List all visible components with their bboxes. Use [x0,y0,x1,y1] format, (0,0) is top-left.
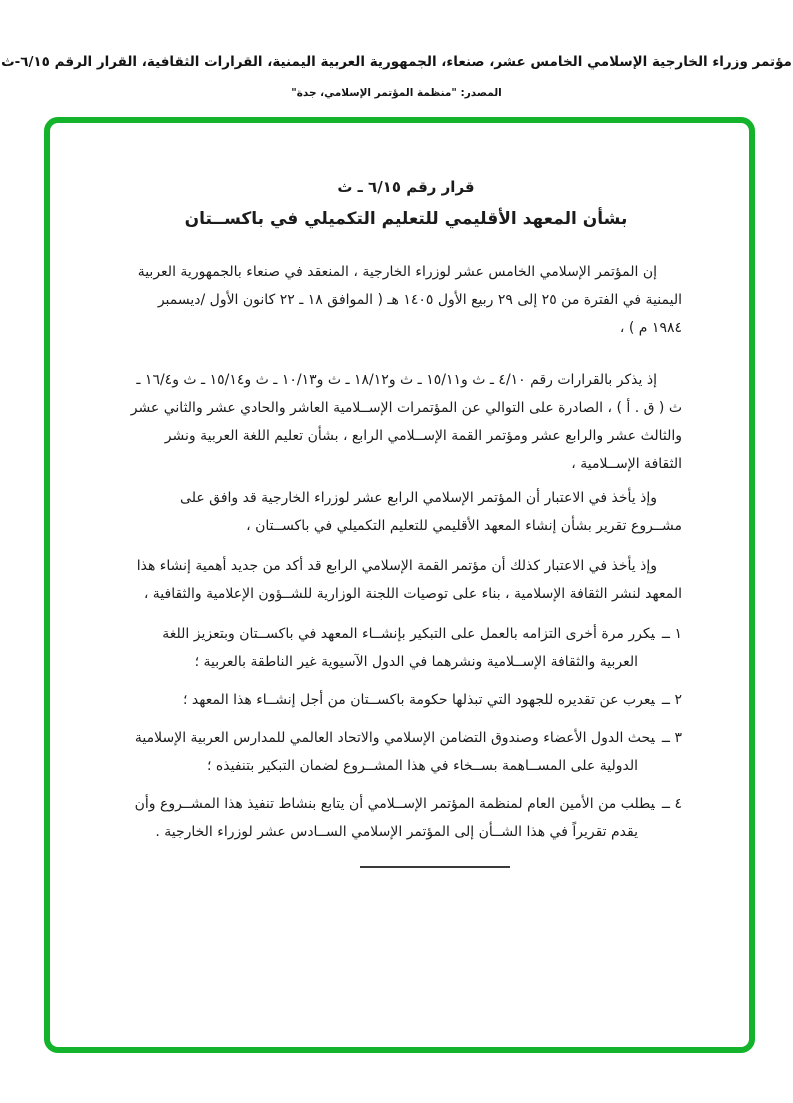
resolution-item-4 [130,790,682,846]
resolution-item-2 [130,686,682,714]
item-text-4: يطلب من الأمين العام لمنظمة المؤتمر الإســلامي أن يتابع بنشاط تنفيذ هذا المشــروع وأن يقدم تقريراً في هذا الشــأن إلى المؤتمر الإسلامي الســادس عشر لوزراء الخارجية . [134,796,655,840]
item-number-4: ٤ ــ [661,796,682,812]
document-source-line: المصدر: "منظمة المؤتمر الإسلامي، جدة" [291,87,502,99]
resolution-number-title: قرار رقم ٦/١٥ ـ ث [337,178,475,196]
end-of-resolution-divider [360,866,510,868]
item-text-3: يحث الدول الأعضاء وصندوق التضامن الإسلامي والاتحاد العالمي للمدارس العربية الإسلامية الدولية على المســاهمة بســخاء في هذا المشــروع لضمان التبكير بتنفيذه ؛ [134,730,655,774]
resolution-item-3 [130,724,682,780]
document-header-citation: مؤتمر وزراء الخارجية الإسلامي الخامس عشر، صنعاء، الجمهورية العربية اليمنية، القرارات الثقافية، القرار الرقم ٦/١٥-ث [1,54,792,70]
item-text-2: يعرب عن تقديره للجهود التي تبذلها حكومة باكســتان من أجل إنشــاء هذا المعهد ؛ [183,692,655,708]
preamble-paragraph-considering-1: وإذ يأخذ في الاعتبار أن المؤتمر الإسلامي الرابع عشر لوزراء الخارجية قد وافق على مشــروع تقرير بشأن إنشاء المعهد الأقليمي للتعليم التكميلي في باكســتان ، [180,490,682,534]
resolution-item-1 [130,620,682,676]
item-number-1: ١ ــ [661,626,682,642]
item-number-2: ٢ ــ [661,692,682,708]
item-number-3: ٣ ــ [661,730,682,746]
resolution-subject-title: بشأن المعهد الأقليمي للتعليم التكميلي في باكســتان [184,209,628,229]
preamble-paragraph-recalling: إذ يذكر بالقرارات رقم ٤/١٠ ـ ث و١٥/١١ ـ ث و١٨/١٢ ـ ث و١٠/١٣ ـ ث و١٥/١٤ ـ ث و١٦/٤ ـ ث ( ق . أ ) ، الصادرة على التوالي عن المؤتمرات الإســلامية العاشر والحادي عشر والثاني عشر والثالث عشر والرابع عشر ومؤتمر القمة الإســلامي الرابع ، بشأن تعليم اللغة العربية ونشر الثقافة الإســلامية ، [130,372,682,472]
preamble-paragraph-considering-2: وإذ يأخذ في الاعتبار كذلك أن مؤتمر القمة الإسلامي الرابع قد أكد من جديد أهمية إنشاء هذا المعهد لنشر الثقافة الإسلامية ، بناء على توصيات اللجنة الوزارية للشــؤون الإعلامية والثقافية ، [136,558,682,602]
item-text-1: يكرر مرة أخرى التزامه بالعمل على التبكير بإنشــاء المعهد في باكســتان وبتعزيز اللغة العربية والثقافة الإســلامية ونشرهما في الدول الآسيوية غير الناطقة بالعربية ؛ [162,626,655,670]
preamble-paragraph-session: إن المؤتمر الإسلامي الخامس عشر لوزراء الخارجية ، المنعقد في صنعاء بالجمهورية العربية اليمنية في الفترة من ٢٥ إلى ٢٩ ربيع الأول ١٤٠٥ هـ ( الموافق ١٨ ـ ٢٢ كانون الأول /ديسمبر ١٩٨٤ م ) ، [137,264,682,336]
resolution-body [130,160,682,868]
